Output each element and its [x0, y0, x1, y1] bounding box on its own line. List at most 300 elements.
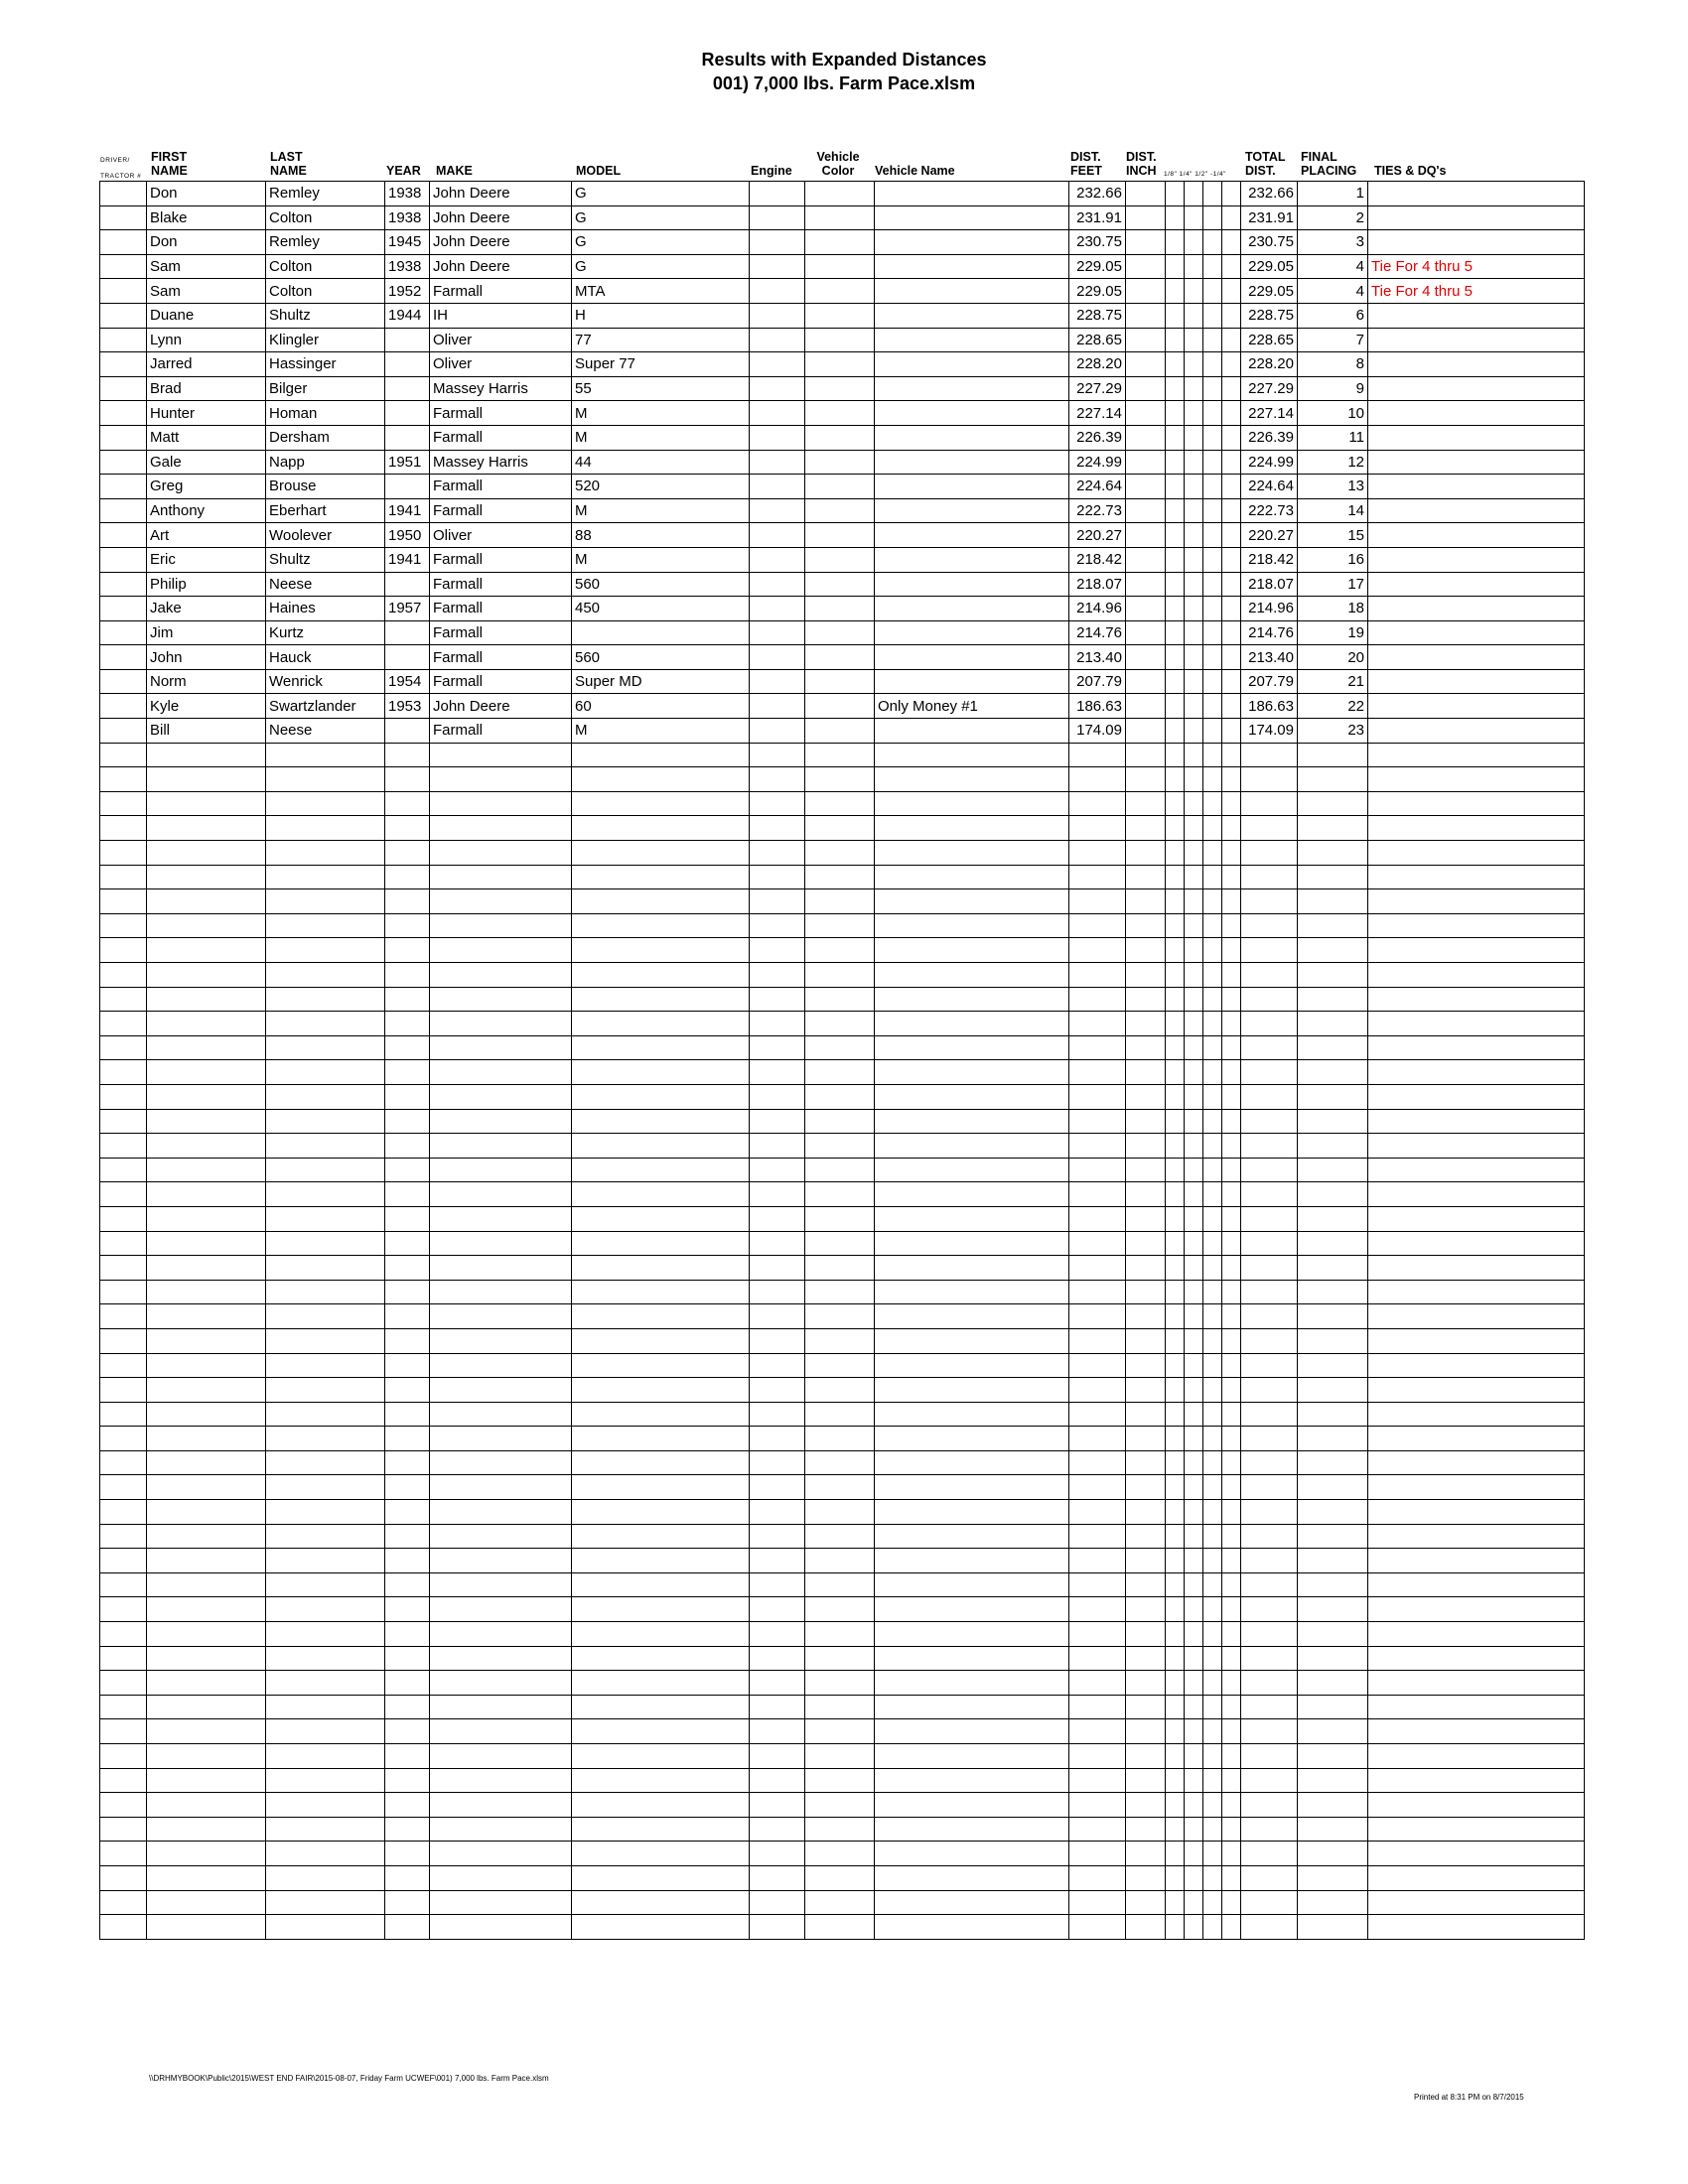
engine-cell: [750, 475, 805, 499]
vehicle-color-cell: [805, 1646, 875, 1671]
total-dist-cell: [1241, 987, 1298, 1012]
driver-tractor-cell: [100, 669, 147, 694]
first-name-cell: Eric: [147, 547, 266, 572]
make-cell: [430, 1084, 572, 1109]
dist-inch-cell: [1126, 1060, 1166, 1085]
last-name-cell: [266, 1524, 385, 1549]
final-placing-cell: [1298, 1842, 1368, 1866]
engine-cell: [750, 816, 805, 841]
make-cell: Massey Harris: [430, 450, 572, 475]
vehicle-name-cell: [875, 1865, 1069, 1890]
vehicle-name-cell: [875, 1915, 1069, 1940]
vehicle-color-cell: [805, 1256, 875, 1281]
empty-table-row: [100, 767, 1585, 792]
ties-dqs-cell: [1368, 1427, 1585, 1451]
first-name-cell: Lynn: [147, 328, 266, 352]
engine-cell: [750, 963, 805, 988]
last-name-cell: [266, 913, 385, 938]
total-dist-cell: 229.05: [1241, 279, 1298, 304]
fraction-quarter-cell: [1185, 1719, 1203, 1744]
first-name-cell: [147, 1572, 266, 1597]
last-name-cell: [266, 1817, 385, 1842]
engine-cell: [750, 1134, 805, 1159]
vehicle-name-cell: [875, 1060, 1069, 1085]
fraction-minus-quarter-cell: [1222, 1793, 1241, 1818]
model-cell: [572, 1768, 750, 1793]
driver-tractor-cell: [100, 279, 147, 304]
engine-cell: [750, 597, 805, 621]
fraction-minus-quarter-cell: [1222, 791, 1241, 816]
total-dist-cell: [1241, 865, 1298, 889]
table-row: [100, 279, 1585, 304]
fraction-half-cell: [1203, 913, 1222, 938]
fraction-eighth-cell: [1166, 1842, 1185, 1866]
dist-inch-cell: [1126, 767, 1166, 792]
total-dist-cell: 232.66: [1241, 182, 1298, 206]
make-cell: [430, 767, 572, 792]
year-cell: [385, 1744, 430, 1769]
empty-table-row: [100, 791, 1585, 816]
last-name-cell: Homan: [266, 401, 385, 426]
total-dist-cell: [1241, 1842, 1298, 1866]
fraction-eighth-cell: [1166, 1597, 1185, 1622]
final-placing-cell: [1298, 889, 1368, 914]
model-cell: M: [572, 547, 750, 572]
fraction-quarter-cell: [1185, 328, 1203, 352]
first-name-cell: [147, 791, 266, 816]
make-cell: [430, 1719, 572, 1744]
dist-feet-cell: [1069, 1109, 1126, 1134]
empty-table-row: [100, 1427, 1585, 1451]
dist-feet-cell: [1069, 1597, 1126, 1622]
engine-cell: [750, 182, 805, 206]
total-dist-cell: [1241, 816, 1298, 841]
last-name-cell: [266, 1915, 385, 1940]
year-cell: [385, 816, 430, 841]
fraction-half-cell: [1203, 1842, 1222, 1866]
make-cell: [430, 1402, 572, 1427]
total-dist-cell: 214.96: [1241, 597, 1298, 621]
last-name-cell: Shultz: [266, 547, 385, 572]
last-name-cell: [266, 1084, 385, 1109]
year-cell: [385, 889, 430, 914]
total-dist-cell: [1241, 1865, 1298, 1890]
vehicle-color-cell: [805, 694, 875, 719]
ties-dqs-cell: [1368, 913, 1585, 938]
fraction-half-cell: [1203, 1500, 1222, 1525]
year-cell: [385, 767, 430, 792]
fraction-half-cell: [1203, 1256, 1222, 1281]
vehicle-name-cell: [875, 182, 1069, 206]
fraction-minus-quarter-cell: [1222, 254, 1241, 279]
make-cell: [430, 1353, 572, 1378]
final-placing-cell: 4: [1298, 279, 1368, 304]
make-cell: Farmall: [430, 572, 572, 597]
fraction-quarter-cell: [1185, 1865, 1203, 1890]
final-placing-cell: [1298, 1671, 1368, 1696]
ties-dqs-cell: [1368, 1622, 1585, 1647]
final-placing-cell: [1298, 1328, 1368, 1353]
engine-cell: [750, 1060, 805, 1085]
dist-feet-cell: [1069, 1084, 1126, 1109]
dist-feet-cell: [1069, 1646, 1126, 1671]
engine-cell: [750, 1035, 805, 1060]
header-first-line2: NAME: [151, 164, 188, 178]
year-cell: [385, 743, 430, 767]
fraction-half-cell: [1203, 1549, 1222, 1573]
vehicle-name-cell: [875, 1622, 1069, 1647]
fraction-half-cell: [1203, 889, 1222, 914]
fraction-minus-quarter-cell: [1222, 1622, 1241, 1647]
fraction-minus-quarter-cell: [1222, 1744, 1241, 1769]
last-name-cell: [266, 1475, 385, 1500]
dist-feet-cell: [1069, 1158, 1126, 1182]
driver-tractor-cell: [100, 1035, 147, 1060]
table-row: [100, 254, 1585, 279]
driver-tractor-cell: [100, 1744, 147, 1769]
final-placing-cell: [1298, 1012, 1368, 1036]
vehicle-color-cell: [805, 816, 875, 841]
model-cell: 450: [572, 597, 750, 621]
ties-dqs-cell: [1368, 865, 1585, 889]
year-cell: [385, 1842, 430, 1866]
year-cell: [385, 1572, 430, 1597]
vehicle-name-cell: [875, 669, 1069, 694]
engine-cell: [750, 572, 805, 597]
table-row: [100, 303, 1585, 328]
fraction-minus-quarter-cell: [1222, 841, 1241, 866]
driver-tractor-cell: [100, 1231, 147, 1256]
fraction-eighth-cell: [1166, 987, 1185, 1012]
ties-dqs-cell: [1368, 791, 1585, 816]
dist-inch-cell: [1126, 1328, 1166, 1353]
fraction-minus-quarter-cell: [1222, 1158, 1241, 1182]
dist-feet-cell: [1069, 1182, 1126, 1207]
year-cell: [385, 1817, 430, 1842]
vehicle-name-cell: [875, 816, 1069, 841]
dist-inch-cell: [1126, 719, 1166, 744]
engine-cell: [750, 1304, 805, 1329]
vehicle-name-cell: [875, 1671, 1069, 1696]
dist-feet-cell: [1069, 1402, 1126, 1427]
dist-inch-cell: [1126, 303, 1166, 328]
fraction-minus-quarter-cell: [1222, 205, 1241, 230]
fraction-half-cell: [1203, 1084, 1222, 1109]
engine-cell: [750, 1768, 805, 1793]
dist-feet-cell: [1069, 743, 1126, 767]
year-cell: [385, 1597, 430, 1622]
model-cell: [572, 1719, 750, 1744]
driver-tractor-cell: [100, 523, 147, 548]
fraction-half-cell: [1203, 1158, 1222, 1182]
final-placing-cell: [1298, 1206, 1368, 1231]
make-cell: [430, 1549, 572, 1573]
fraction-half-cell: [1203, 1060, 1222, 1085]
final-placing-cell: [1298, 1744, 1368, 1769]
ties-dqs-cell: [1368, 572, 1585, 597]
empty-table-row: [100, 1084, 1585, 1109]
dist-inch-cell: [1126, 963, 1166, 988]
vehicle-color-cell: [805, 841, 875, 866]
dist-inch-cell: [1126, 938, 1166, 963]
final-placing-cell: [1298, 767, 1368, 792]
year-cell: 1941: [385, 547, 430, 572]
fraction-minus-quarter-cell: [1222, 450, 1241, 475]
total-dist-cell: 229.05: [1241, 254, 1298, 279]
make-cell: [430, 1622, 572, 1647]
dist-feet-cell: [1069, 1793, 1126, 1818]
year-cell: [385, 475, 430, 499]
driver-tractor-cell: [100, 1865, 147, 1890]
fraction-minus-quarter-cell: [1222, 1402, 1241, 1427]
header-final-placing-line1: FINAL: [1301, 150, 1337, 164]
vehicle-name-cell: [875, 620, 1069, 645]
make-cell: [430, 1035, 572, 1060]
fraction-minus-quarter-cell: [1222, 620, 1241, 645]
vehicle-name-cell: [875, 1597, 1069, 1622]
make-cell: Farmall: [430, 475, 572, 499]
vehicle-color-cell: [805, 205, 875, 230]
ties-dqs-cell: [1368, 1500, 1585, 1525]
vehicle-name-cell: [875, 1500, 1069, 1525]
total-dist-cell: [1241, 1768, 1298, 1793]
model-cell: [572, 1134, 750, 1159]
dist-feet-cell: [1069, 791, 1126, 816]
final-placing-cell: [1298, 1475, 1368, 1500]
dist-inch-cell: [1126, 279, 1166, 304]
vehicle-color-cell: [805, 328, 875, 352]
year-cell: [385, 1524, 430, 1549]
first-name-cell: [147, 767, 266, 792]
dist-feet-cell: [1069, 1256, 1126, 1281]
ties-dqs-cell: [1368, 1402, 1585, 1427]
year-cell: 1938: [385, 205, 430, 230]
dist-feet-cell: [1069, 938, 1126, 963]
last-name-cell: [266, 767, 385, 792]
make-cell: [430, 1012, 572, 1036]
driver-tractor-cell: [100, 1719, 147, 1744]
ties-dqs-cell: [1368, 1328, 1585, 1353]
fraction-eighth-cell: [1166, 1280, 1185, 1304]
engine-cell: [750, 1353, 805, 1378]
last-name-cell: [266, 1865, 385, 1890]
fraction-half-cell: [1203, 547, 1222, 572]
vehicle-name-cell: [875, 352, 1069, 377]
last-name-cell: [266, 1572, 385, 1597]
vehicle-name-cell: [875, 230, 1069, 255]
make-cell: [430, 865, 572, 889]
total-dist-cell: [1241, 1719, 1298, 1744]
make-cell: [430, 1768, 572, 1793]
fraction-half-cell: [1203, 987, 1222, 1012]
fraction-quarter-cell: [1185, 1035, 1203, 1060]
final-placing-cell: [1298, 791, 1368, 816]
final-placing-cell: [1298, 1158, 1368, 1182]
empty-table-row: [100, 1597, 1585, 1622]
model-cell: [572, 1500, 750, 1525]
make-cell: Massey Harris: [430, 376, 572, 401]
vehicle-color-cell: [805, 1353, 875, 1378]
year-cell: [385, 401, 430, 426]
year-cell: [385, 1890, 430, 1915]
vehicle-name-cell: [875, 1646, 1069, 1671]
dist-feet-cell: [1069, 1427, 1126, 1451]
dist-inch-cell: [1126, 1817, 1166, 1842]
first-name-cell: [147, 1402, 266, 1427]
model-cell: [572, 1012, 750, 1036]
driver-tractor-cell: [100, 1084, 147, 1109]
driver-tractor-cell: [100, 182, 147, 206]
year-cell: [385, 1646, 430, 1671]
vehicle-name-cell: [875, 1109, 1069, 1134]
fraction-half-cell: [1203, 1231, 1222, 1256]
engine-cell: [750, 1231, 805, 1256]
ties-dqs-cell: [1368, 1646, 1585, 1671]
dist-feet-cell: [1069, 1768, 1126, 1793]
vehicle-name-cell: [875, 913, 1069, 938]
fraction-quarter-cell: [1185, 352, 1203, 377]
final-placing-cell: [1298, 1500, 1368, 1525]
dist-inch-cell: [1126, 1744, 1166, 1769]
last-name-cell: Hauck: [266, 645, 385, 670]
vehicle-color-cell: [805, 791, 875, 816]
year-cell: [385, 1328, 430, 1353]
total-dist-cell: 220.27: [1241, 523, 1298, 548]
driver-tractor-cell: [100, 498, 147, 523]
ties-dqs-cell: [1368, 1719, 1585, 1744]
last-name-cell: [266, 1450, 385, 1475]
make-cell: [430, 1671, 572, 1696]
fraction-eighth-cell: [1166, 523, 1185, 548]
ties-dqs-cell: [1368, 498, 1585, 523]
empty-table-row: [100, 1719, 1585, 1744]
fraction-quarter-cell: [1185, 1353, 1203, 1378]
vehicle-name-cell: [875, 1256, 1069, 1281]
vehicle-color-cell: [805, 1280, 875, 1304]
engine-cell: [750, 1378, 805, 1403]
total-dist-cell: [1241, 1597, 1298, 1622]
total-dist-cell: 227.29: [1241, 376, 1298, 401]
fraction-quarter-cell: [1185, 816, 1203, 841]
fraction-eighth-cell: [1166, 254, 1185, 279]
driver-tractor-cell: [100, 1450, 147, 1475]
fraction-eighth-cell: [1166, 230, 1185, 255]
vehicle-color-cell: [805, 1109, 875, 1134]
total-dist-cell: [1241, 1109, 1298, 1134]
fraction-half-cell: [1203, 352, 1222, 377]
fraction-eighth-cell: [1166, 1182, 1185, 1207]
fraction-half-cell: [1203, 425, 1222, 450]
fraction-minus-quarter-cell: [1222, 1206, 1241, 1231]
fraction-eighth-cell: [1166, 401, 1185, 426]
dist-feet-cell: [1069, 1206, 1126, 1231]
first-name-cell: Sam: [147, 279, 266, 304]
dist-feet-cell: [1069, 1450, 1126, 1475]
make-cell: [430, 841, 572, 866]
vehicle-color-cell: [805, 1842, 875, 1866]
fraction-minus-quarter-cell: [1222, 597, 1241, 621]
dist-inch-cell: [1126, 1646, 1166, 1671]
final-placing-cell: [1298, 1427, 1368, 1451]
first-name-cell: [147, 1817, 266, 1842]
first-name-cell: [147, 938, 266, 963]
engine-cell: [750, 791, 805, 816]
total-dist-cell: [1241, 791, 1298, 816]
fraction-quarter-cell: [1185, 1256, 1203, 1281]
make-cell: [430, 1500, 572, 1525]
fraction-half-cell: [1203, 1304, 1222, 1329]
ties-dqs-cell: [1368, 669, 1585, 694]
last-name-cell: Colton: [266, 279, 385, 304]
header-total-dist-line2: DIST.: [1245, 164, 1276, 178]
final-placing-cell: [1298, 1084, 1368, 1109]
make-cell: [430, 1646, 572, 1671]
year-cell: [385, 719, 430, 744]
fraction-eighth-cell: [1166, 1890, 1185, 1915]
fraction-minus-quarter-cell: [1222, 1427, 1241, 1451]
empty-table-row: [100, 1646, 1585, 1671]
fraction-eighth-cell: [1166, 620, 1185, 645]
driver-tractor-cell: [100, 425, 147, 450]
vehicle-color-cell: [805, 376, 875, 401]
driver-tractor-cell: [100, 694, 147, 719]
vehicle-name-cell: [875, 1328, 1069, 1353]
vehicle-color-cell: [805, 1817, 875, 1842]
dist-inch-cell: [1126, 743, 1166, 767]
last-name-cell: [266, 865, 385, 889]
total-dist-cell: [1241, 1012, 1298, 1036]
total-dist-cell: 174.09: [1241, 719, 1298, 744]
dist-feet-cell: [1069, 1744, 1126, 1769]
engine-cell: [750, 1500, 805, 1525]
final-placing-cell: 16: [1298, 547, 1368, 572]
total-dist-cell: [1241, 1646, 1298, 1671]
fraction-half-cell: [1203, 303, 1222, 328]
first-name-cell: [147, 1158, 266, 1182]
table-row: [100, 523, 1585, 548]
dist-inch-cell: [1126, 1842, 1166, 1866]
make-cell: [430, 1304, 572, 1329]
dist-inch-cell: [1126, 425, 1166, 450]
fraction-half-cell: [1203, 645, 1222, 670]
fraction-eighth-cell: [1166, 1622, 1185, 1647]
empty-table-row: [100, 1524, 1585, 1549]
fraction-eighth-cell: [1166, 572, 1185, 597]
fraction-eighth-cell: [1166, 376, 1185, 401]
fraction-eighth-cell: [1166, 1353, 1185, 1378]
ties-dqs-cell: [1368, 1256, 1585, 1281]
year-cell: [385, 1622, 430, 1647]
vehicle-color-cell: [805, 475, 875, 499]
year-cell: [385, 791, 430, 816]
empty-table-row: [100, 1622, 1585, 1647]
fraction-minus-quarter-cell: [1222, 1256, 1241, 1281]
vehicle-color-cell: [805, 1182, 875, 1207]
empty-table-row: [100, 1280, 1585, 1304]
fraction-eighth-cell: [1166, 1475, 1185, 1500]
model-cell: Super 77: [572, 352, 750, 377]
ties-dqs-cell: [1368, 1793, 1585, 1818]
make-cell: [430, 1817, 572, 1842]
fraction-eighth-cell: [1166, 1719, 1185, 1744]
model-cell: M: [572, 719, 750, 744]
vehicle-color-cell: [805, 767, 875, 792]
vehicle-color-cell: [805, 1475, 875, 1500]
fraction-minus-quarter-cell: [1222, 1500, 1241, 1525]
fraction-quarter-cell: [1185, 889, 1203, 914]
first-name-cell: Hunter: [147, 401, 266, 426]
fraction-eighth-cell: [1166, 1134, 1185, 1159]
